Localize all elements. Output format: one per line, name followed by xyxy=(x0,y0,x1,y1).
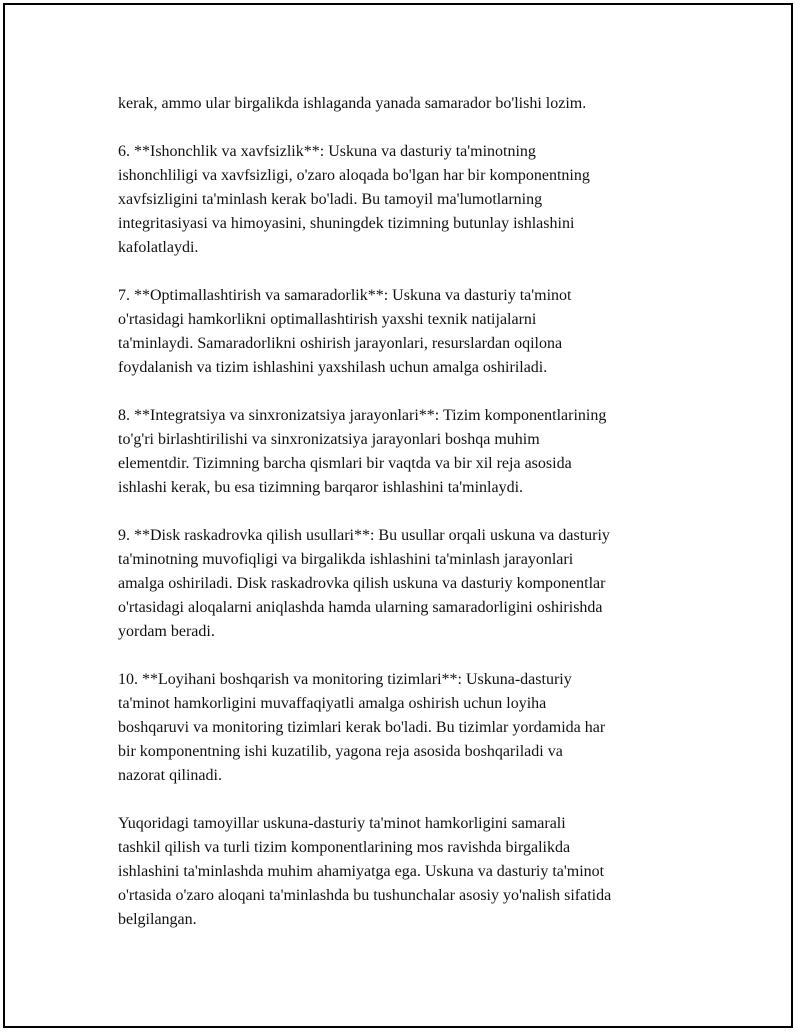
paragraph-item-6: 6. **Ishonchlik va xavfsizlik**: Uskuna va dasturiy ta'minotning ishonchliligi va xavfsizligi, o'zaro aloqada bo'lgan har bir komponentning xavfsizligini ta'minlash kerak bo'ladi. Bu tamoyil ma'lumotlarning integritasiyasi va himoyasini, shuningdek tizimning butunlay ishlashini kafolatlaydi. xyxy=(118,143,590,256)
paragraph-item-8: 8. **Integratsiya va sinxronizatsiya jarayonlari**: Tizim komponentlarining to'g'ri birlashtirilishi va sinxronizatsiya jarayonlari boshqa muhim elementdir. Tizimning barcha qismlari bir vaqtda va bir xil reja asosida ishlashi kerak, bu esa tizimning barqaror ishlashini ta'minlaydi. xyxy=(118,407,607,496)
paragraph-intro-continuation: kerak, ammo ular birgalikda ishlaganda yanada samarador bo'lishi lozim. xyxy=(118,95,587,112)
paragraph-conclusion: Yuqoridagi tamoyillar uskuna-dasturiy ta'minot hamkorligini samarali tashkil qilish va turli tizim komponentlarining mos ravishda birgalikda ishlashini ta'minlashda muhim ahamiyatga ega. Uskuna va dasturiy ta'minot o'rtasida o'zaro aloqani ta'minlashda bu tushunchalar asosiy yo'nalish sifatida belgilangan. xyxy=(118,815,612,928)
paragraph-item-7: 7. **Optimallashtirish va samaradorlik**: Uskuna va dasturiy ta'minot o'rtasidagi hamkorlikni optimallashtirish yaxshi texnik natijalarni ta'minlaydi. Samaradorlikni oshirish jarayonlari, resurslardan oqilona foydalanish va tizim ishlashini yaxshilash uchun amalga oshiriladi. xyxy=(118,287,572,376)
paragraph-item-10: 10. **Loyihani boshqarish va monitoring tizimlari**: Uskuna-dasturiy ta'minot hamkorligini muvaffaqiyatli amalga oshirish uchun loyiha boshqaruvi va monitoring tizimlari kerak bo'ladi. Bu tizimlar yordamida har bir komponentning ishi kuzatilib, yagona reja asosida boshqariladi va nazorat qilinadi. xyxy=(118,671,606,784)
document-body xyxy=(118,92,693,956)
paragraph-item-9: 9. **Disk raskadrovka qilish usullari**: Bu usullar orqali uskuna va dasturiy ta'minotning muvofiqligi va birgalikda ishlashini ta'minlash jarayonlari amalga oshiriladi. Disk raskadrovka qilish uskuna va dasturiy komponentlar o'rtasidagi aloqalarni aniqlashda hamda ularning samaradorligini oshirishda yordam beradi. xyxy=(118,527,610,640)
